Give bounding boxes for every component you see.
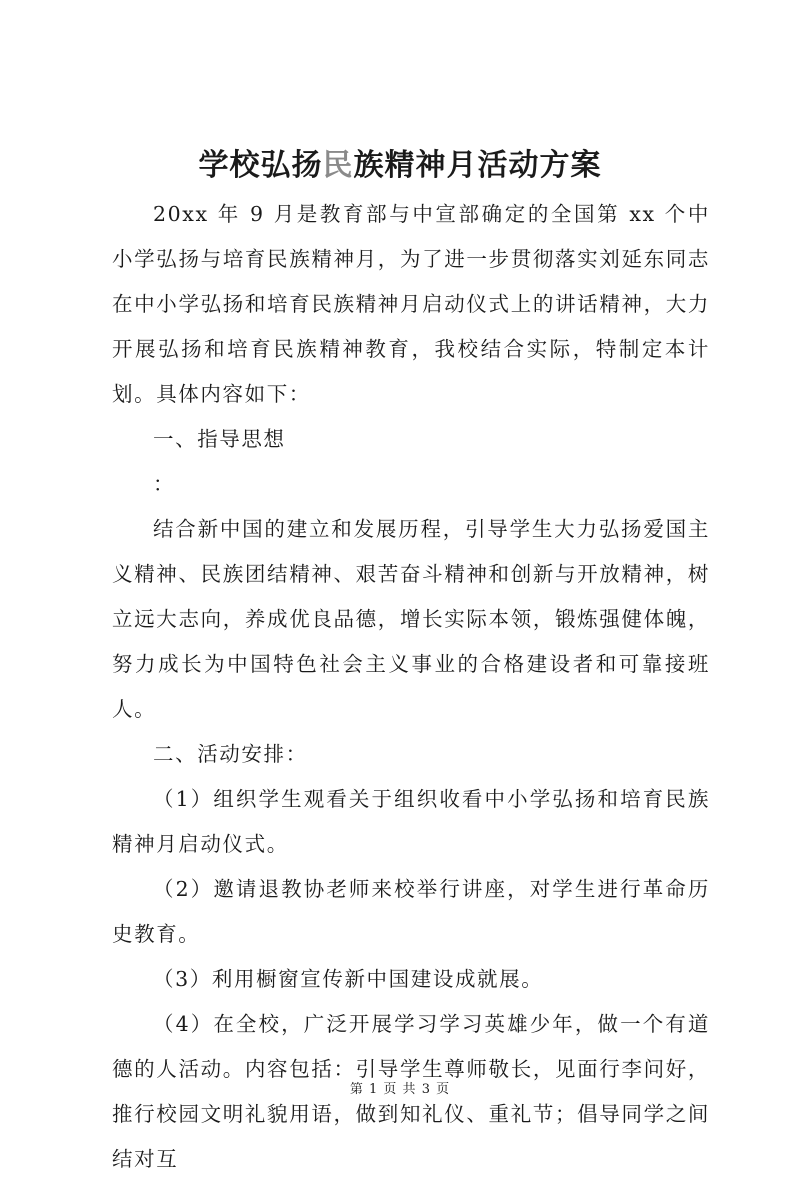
title-highlight: 民 xyxy=(322,148,354,183)
guiding-thought-paragraph: 结合新中国的建立和发展历程，引导学生大力弘扬爱国主义精神、民族团结精神、艰苦奋斗精神和创新与开放精神，树立远大志向，养成优良品德，增长实际本领，锻炼强健体魄，努力成长为中国特色社会主义事业的合格建设者和可靠接班人。 xyxy=(112,517,710,721)
document-body xyxy=(112,192,710,1182)
document-title xyxy=(0,140,800,184)
title-part-1: 学校弘扬 xyxy=(198,148,323,183)
activity-item-4: （4）在全校，广泛开展学习学习英雄少年，做一个有道德的人活动。内容包括：引导学生尊师敬长，见面行李问好，推行校园文明礼貌用语，做到知礼仪、重礼节；倡导同学之间结对互 xyxy=(112,1012,710,1171)
colon-line: ： xyxy=(153,472,176,496)
section-heading-guiding-thought: 一、指导思想 xyxy=(153,427,286,451)
activity-item-2: （2）邀请退教协老师来校举行讲座，对学生进行革命历史教育。 xyxy=(112,877,710,946)
page-footer: 第 1 页 共 3 页 xyxy=(349,1082,451,1097)
title-part-2: 族精神月活动方案 xyxy=(353,148,602,183)
activity-item-3: （3）利用橱窗宣传新中国建设成就展。 xyxy=(153,967,544,991)
activity-item-1: （1）组织学生观看关于组织收看中小学弘扬和培育民族精神月启动仪式。 xyxy=(112,787,710,856)
section-heading-activities: 二、活动安排： xyxy=(153,742,308,766)
intro-paragraph: 20xx 年 9 月是教育部与中宣部确定的全国第 xx 个中小学弘扬与培育民族精神月，为了进一步贯彻落实刘延东同志在中小学弘扬和培育民族精神月启动仪式上的讲话精神，大力开展弘扬和培育民族精神教育，我校结合实际，特制定本计划。具体内容如下： xyxy=(112,202,710,406)
